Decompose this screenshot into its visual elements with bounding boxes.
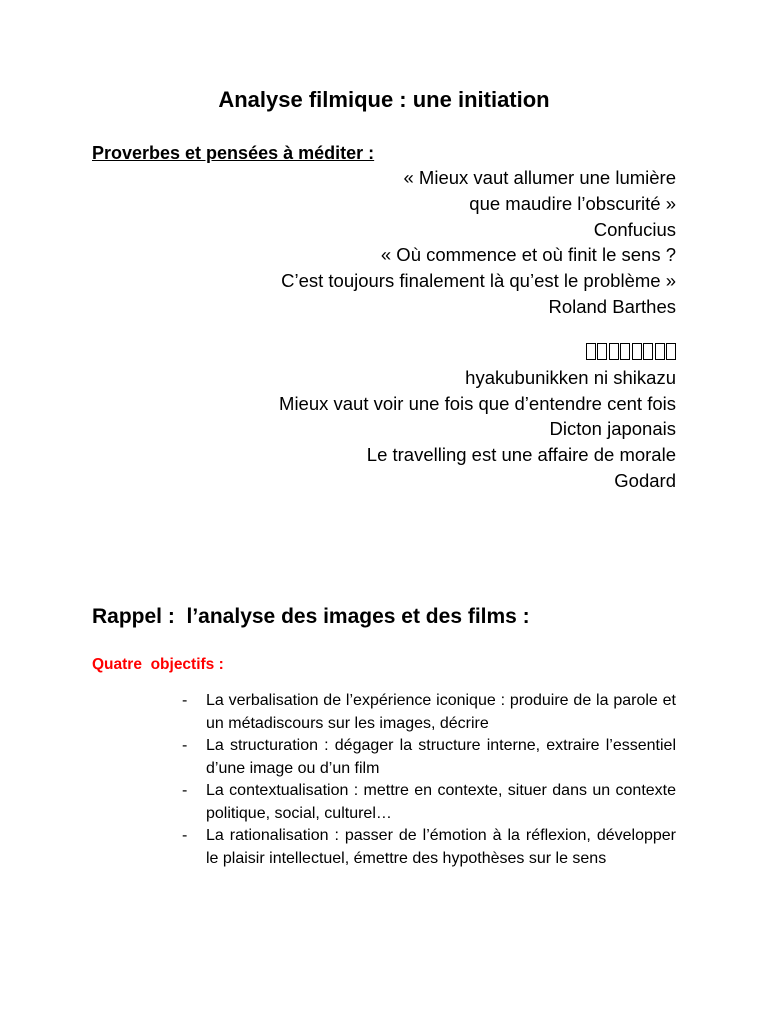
document-title: Analyse filmique : une initiation [218, 87, 550, 112]
objective-text: La verbalisation de l’expérience iconique : produire de la parole et un métadiscours sur les images, décrire [206, 692, 676, 732]
missing-glyph-box [643, 343, 653, 360]
objective-item [182, 780, 676, 825]
missing-glyph-box [655, 343, 665, 360]
objective-text: La contextualisation : mettre en contexte, situer dans un contexte politique, social, culturel… [206, 782, 676, 822]
quote-confucius-line-2: que maudire l’obscurité » [469, 192, 676, 214]
rappel-heading: Rappel : l’analyse des images et des films : [92, 605, 530, 628]
bullet-dash: - [182, 827, 188, 844]
quote-japanese-romaji: hyakubunikken ni shikazu [465, 366, 676, 388]
quotes-block [76, 165, 676, 494]
missing-glyph-box [609, 343, 619, 360]
missing-glyph-box [620, 343, 630, 360]
missing-glyph-box [586, 343, 596, 360]
japanese-proverb-missing-glyphs [76, 339, 676, 365]
quote-godard-line: Le travelling est une affaire de morale [366, 444, 676, 466]
objective-text: La rationalisation : passer de l’émotion à la réflexion, développer le plaisir intellectuel, émettre des hypothèses sur le sens [206, 827, 676, 867]
objective-text: La structuration : dégager la structure interne, extraire l’essentiel d’une image ou d’un film [206, 737, 676, 777]
quote-confucius-line-1: « Mieux vaut allumer une lumière [403, 167, 676, 188]
missing-glyph-box [632, 343, 642, 360]
objectives-list [182, 690, 676, 870]
proverbs-heading: Proverbes et pensées à méditer : [92, 143, 375, 163]
missing-glyph-box [666, 343, 676, 360]
quote-godard-author: Godard [614, 469, 676, 491]
quote-barthes-line-1: « Où commence et où finit le sens ? [380, 244, 676, 266]
quote-barthes-line-2: C’est toujours finalement là qu’est le problème » [281, 270, 676, 292]
bullet-dash: - [182, 737, 188, 754]
objective-item [182, 825, 676, 870]
objective-item [182, 690, 676, 735]
objectives-heading: Quatre objectifs : [92, 656, 224, 673]
objective-item [182, 735, 676, 780]
quote-confucius-author: Confucius [593, 218, 676, 240]
quote-barthes-author: Roland Barthes [548, 295, 676, 317]
bullet-dash: - [182, 782, 188, 799]
quote-japanese-source: Dicton japonais [549, 418, 676, 440]
quote-spacer [76, 320, 676, 339]
missing-glyph-box [597, 343, 607, 360]
bullet-dash: - [182, 692, 188, 709]
quote-japanese-translation: Mieux vaut voir une fois que d’entendre cent fois [279, 392, 676, 414]
